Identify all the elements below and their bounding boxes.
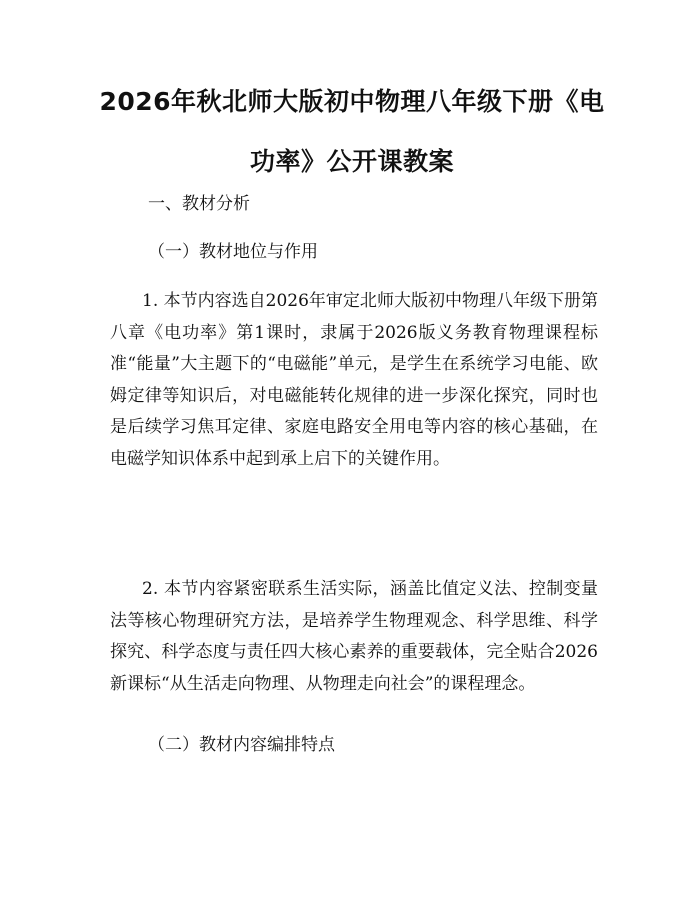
- paragraph-2: 2. 本节内容紧密联系生活实际，涵盖比值定义法、控制变量法等核心物理研究方法，是培养学生物理观念、科学思维、科学探究、科学态度与责任四大核心素养的重要载体，完全贴合2026新课标“从生活走向物理、从物理走向社会”的课程理念。: [110, 579, 598, 694]
- paragraph-1: 1. 本节内容选自2026年审定北师大版初中物理八年级下册第八章《电功率》第1课时，隶属于2026版义务教育物理课程标准“能量”大主题下的“电磁能”单元，是学生在系统学习电能、欧姆定律等知识后，对电磁能转化规律的进一步深化探究，同时也是后续学习焦耳定律、家庭电路安全用电等内容的核心基础，在电磁学知识体系中起到承上启下的关键作用。: [110, 291, 598, 469]
- document-title: 2026年秋北师大版初中物理八年级下册《电功率》公开课教案: [99, 87, 605, 176]
- section-heading-textbook-analysis: 一、教材分析: [148, 194, 250, 214]
- subsection-heading-content-arrangement: （二）教材内容编排特点: [148, 735, 335, 755]
- subsection-heading-position-role: （一）教材地位与作用: [148, 242, 318, 262]
